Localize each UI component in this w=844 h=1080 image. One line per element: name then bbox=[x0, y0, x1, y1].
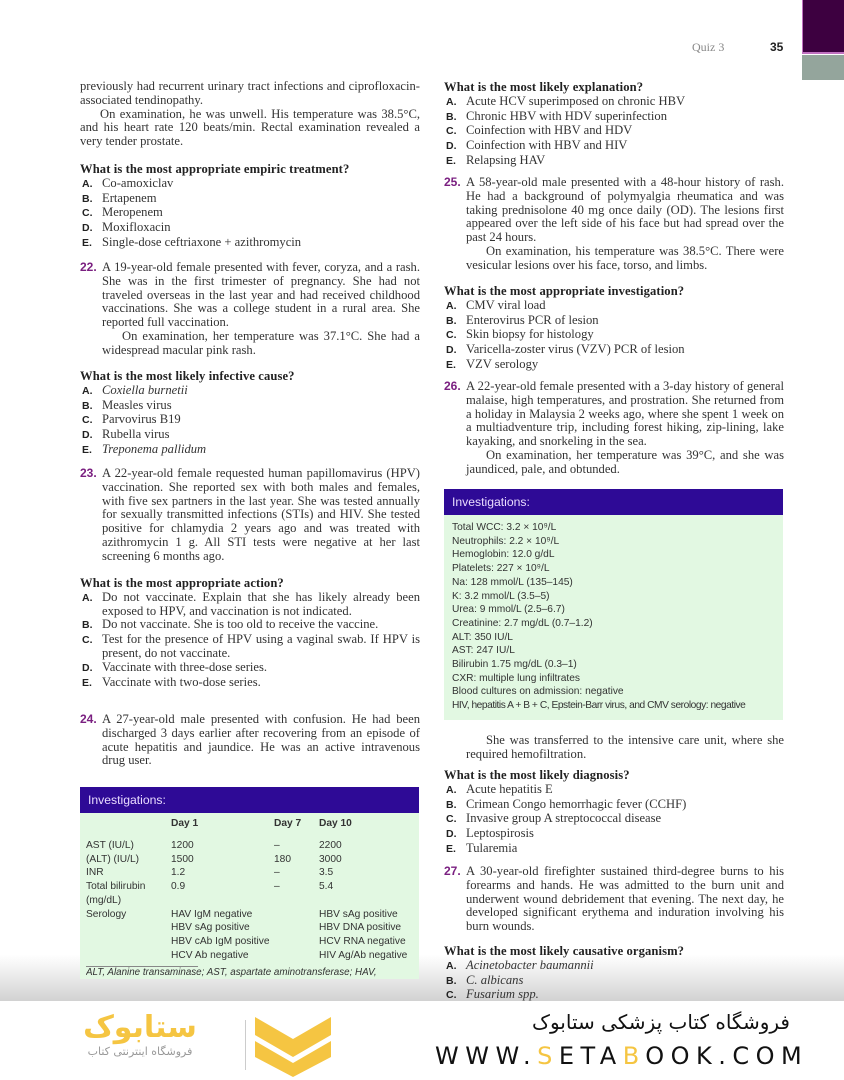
option-letter: A. bbox=[82, 591, 93, 604]
cell: 1200 bbox=[171, 840, 194, 851]
option-letter: E. bbox=[446, 842, 456, 855]
cell: 3.5 bbox=[319, 867, 334, 879]
question-text: What is the most likely diagnosis? bbox=[444, 768, 630, 782]
question-26-continued bbox=[444, 734, 784, 762]
option-letter: C. bbox=[82, 634, 93, 647]
option-a[interactable] bbox=[80, 384, 420, 399]
url-part: ETA bbox=[558, 1042, 623, 1070]
investigation-line: Bilirubin 1.75 mg/dL (0.3–1) bbox=[452, 659, 577, 671]
option-letter: E. bbox=[82, 443, 92, 456]
question-27 bbox=[444, 865, 784, 934]
option-d[interactable] bbox=[80, 221, 420, 236]
option-text: Relapsing HAV bbox=[466, 152, 546, 167]
option-letter: A. bbox=[82, 384, 93, 397]
option-letter: B. bbox=[446, 314, 457, 327]
option-text: Meropenem bbox=[102, 205, 163, 220]
table-row bbox=[86, 866, 416, 880]
option-a[interactable] bbox=[444, 95, 784, 110]
table-footnote: ALT, Alanine transaminase; AST, aspartate aminotransferase; HAV, bbox=[86, 967, 377, 979]
option-c[interactable] bbox=[80, 413, 420, 428]
option-text: Crimean Congo hemorrhagic fever (CCHF) bbox=[466, 796, 687, 811]
url-part: WWW. bbox=[435, 1042, 538, 1070]
option-text: Vaccinate with three-dose series. bbox=[102, 659, 268, 674]
paragraph: She was transferred to the intensive care unit, where she required hemofiltration. bbox=[466, 733, 784, 761]
option-text: VZV serology bbox=[466, 356, 539, 371]
case-21-continued bbox=[80, 80, 420, 149]
option-text: Varicella-zoster virus (VZV) PCR of lesion bbox=[466, 342, 685, 357]
investigation-list bbox=[444, 515, 783, 713]
option-text: Enterovirus PCR of lesion bbox=[466, 312, 599, 327]
question-27-options bbox=[444, 945, 784, 1003]
question-23-options bbox=[80, 577, 420, 690]
paragraph: On examination, her temperature was 39°C, and she was jaundiced, pale, and obtunded. bbox=[466, 447, 784, 476]
cell: – bbox=[274, 840, 280, 851]
question-26-options bbox=[444, 769, 784, 857]
running-header-section: Quiz 3 bbox=[692, 40, 725, 54]
option-b[interactable] bbox=[444, 798, 784, 813]
option-c[interactable] bbox=[444, 988, 784, 1003]
option-e[interactable] bbox=[80, 676, 420, 691]
option-letter: E. bbox=[82, 236, 92, 249]
question-25-options bbox=[444, 285, 784, 373]
option-letter: C. bbox=[82, 414, 93, 427]
column-header: Day 10 bbox=[319, 818, 352, 829]
cell: 3000 bbox=[319, 853, 342, 865]
option-c[interactable] bbox=[444, 124, 784, 139]
option-letter: A. bbox=[446, 299, 457, 312]
paragraph: A 58-year-old male presented with a 48-hour history of rash. He had a background of polymyalgia rheumatica and was taking prednisolone 40 mg once daily (OD). The lesions first appeared over the left side of his face but had spread over the past 24 hours. bbox=[466, 175, 784, 245]
option-letter: A. bbox=[446, 783, 457, 796]
url-part: B bbox=[622, 1042, 646, 1070]
option-e[interactable] bbox=[444, 358, 784, 373]
option-text: Do not vaccinate. She is too old to receive the vaccine. bbox=[102, 617, 379, 632]
investigation-line: Urea: 9 mmol/L (2.5–6.7) bbox=[452, 604, 565, 616]
table-row bbox=[86, 853, 416, 867]
option-letter: C. bbox=[446, 329, 457, 342]
option-a[interactable] bbox=[80, 591, 420, 619]
option-text: Coinfection with HBV and HIV bbox=[466, 138, 628, 153]
option-e[interactable] bbox=[444, 842, 784, 857]
option-letter: B. bbox=[446, 110, 457, 123]
option-d[interactable] bbox=[444, 827, 784, 842]
option-letter: D. bbox=[82, 429, 93, 442]
option-letter: A. bbox=[82, 177, 93, 190]
cell: Serology bbox=[86, 908, 127, 920]
option-c[interactable] bbox=[444, 328, 784, 343]
option-b[interactable] bbox=[444, 314, 784, 329]
paragraph: previously had recurrent urinary tract infections and ciprofloxacin-associated tendinopathy. bbox=[80, 79, 420, 107]
option-c[interactable] bbox=[80, 633, 420, 661]
option-text: Rubella virus bbox=[102, 427, 170, 442]
paragraph: A 22-year-old female requested human papillomavirus (HPV) vaccination. She reported sex with both males and females, with five sex partners in the last year. She was tested annually for sexually transmitted infections (STIs) and HIV. She tested positive for chlamydia 2 years ago and was treated with azithromycin 1 g. All STI tests were negative at her last screening 6 months ago. bbox=[102, 466, 420, 563]
cell: 2200 bbox=[319, 840, 342, 851]
option-a[interactable] bbox=[444, 783, 784, 798]
option-d[interactable] bbox=[80, 661, 420, 676]
option-a[interactable] bbox=[444, 299, 784, 314]
investigation-line: Na: 128 mmol/L (135–145) bbox=[452, 576, 573, 588]
option-b[interactable] bbox=[444, 974, 784, 989]
question-25 bbox=[444, 176, 784, 273]
setabook-logo bbox=[70, 1010, 210, 1075]
question-21-options bbox=[80, 163, 420, 251]
option-b[interactable] bbox=[80, 399, 420, 414]
url-part: OOK.COM bbox=[645, 1042, 809, 1070]
table-row bbox=[86, 908, 416, 963]
box-title: Investigations: bbox=[80, 787, 419, 813]
option-letter: C. bbox=[82, 207, 93, 220]
paragraph: On examination, her temperature was 37.1°C. She had a widespread macular pink rash. bbox=[102, 328, 420, 357]
option-e[interactable] bbox=[80, 443, 420, 458]
option-letter: E. bbox=[446, 358, 456, 371]
investigations-box-q26 bbox=[444, 489, 783, 720]
option-e[interactable] bbox=[80, 236, 420, 251]
investigation-line: ALT: 350 IU/L bbox=[452, 631, 513, 643]
option-text: Test for the presence of HPV using a vaginal swab. If HPV is present, do not vaccinate. bbox=[102, 632, 420, 660]
cell: 180 bbox=[274, 853, 291, 865]
option-text: Leptospirosis bbox=[466, 826, 534, 841]
investigations-box-q24 bbox=[80, 787, 419, 979]
investigation-line: AST: 247 IU/L bbox=[452, 645, 515, 657]
cell: AST (IU/L) bbox=[86, 840, 134, 851]
option-d[interactable] bbox=[80, 428, 420, 443]
option-letter: B. bbox=[82, 619, 93, 632]
option-letter: D. bbox=[82, 222, 93, 235]
option-b[interactable] bbox=[80, 192, 420, 207]
investigation-line: Creatinine: 2.7 mg/dL (0.7–1.2) bbox=[452, 617, 593, 629]
investigation-line: Total WCC: 3.2 × 10⁹/L bbox=[452, 522, 557, 533]
option-text: Chronic HBV with HDV superinfection bbox=[466, 108, 668, 123]
paragraph: On examination, his temperature was 38.5°C. There were vesicular lesions over his face, torso, and limbs. bbox=[466, 243, 784, 272]
question-23 bbox=[80, 467, 420, 564]
option-letter: B. bbox=[446, 798, 457, 811]
cell bbox=[274, 908, 319, 963]
cell: – bbox=[274, 881, 280, 893]
option-text: Coxiella burnetii bbox=[102, 382, 188, 397]
investigation-line: CXR: multiple lung infiltrates bbox=[452, 672, 580, 684]
option-text: Measles virus bbox=[102, 397, 172, 412]
option-text: Coinfection with HBV and HDV bbox=[466, 123, 633, 138]
cell: Total bilirubin (mg/dL) bbox=[86, 881, 146, 906]
option-letter: D. bbox=[82, 661, 93, 674]
question-text: What is the most appropriate investigation? bbox=[444, 284, 685, 298]
option-text: Do not vaccinate. Explain that she has likely already been exposed to HPV, and vaccination is not indicated. bbox=[102, 589, 420, 618]
option-d[interactable] bbox=[444, 343, 784, 358]
option-text: Acute hepatitis E bbox=[466, 781, 553, 796]
cell: 1500 bbox=[171, 853, 194, 865]
table-row bbox=[86, 839, 416, 853]
option-a[interactable] bbox=[444, 959, 784, 974]
chapter-tab-secondary bbox=[802, 55, 844, 80]
question-text: What is the most likely infective cause? bbox=[80, 369, 295, 383]
option-text: Parvovirus B19 bbox=[102, 412, 181, 427]
option-text: Tularemia bbox=[466, 840, 518, 855]
option-text: CMV viral load bbox=[466, 297, 546, 312]
option-text: Ertapenem bbox=[102, 190, 157, 205]
option-text: Skin biopsy for histology bbox=[466, 327, 594, 342]
logo-divider bbox=[245, 1020, 246, 1070]
option-letter: B. bbox=[446, 974, 457, 987]
column-header bbox=[86, 817, 171, 839]
option-text: Single-dose ceftriaxone + azithromycin bbox=[102, 234, 302, 249]
option-a[interactable] bbox=[80, 177, 420, 192]
paragraph: A 22-year-old female presented with a 3-day history of general malaise, high temperatures, and prostration. She returned from a holiday in Malaysia 2 weeks ago, where she spent 1 week on a multiadventure trip, including forest hiking, zip-lining, lake kayaking, and snorkeling in the sea. bbox=[466, 379, 784, 449]
question-22 bbox=[80, 261, 420, 358]
watermark-banner bbox=[0, 1002, 844, 1080]
investigations-table bbox=[86, 817, 416, 962]
cell: HBV sAg positive HBV DNA positive HCV RNA negative HIV Ag/Ab negative bbox=[319, 908, 408, 961]
question-number: 24. bbox=[80, 712, 97, 726]
chapter-tab bbox=[802, 0, 844, 54]
logo-text: ستابوک bbox=[83, 1010, 197, 1045]
option-letter: D. bbox=[446, 344, 457, 357]
question-number: 25. bbox=[444, 175, 461, 189]
investigation-line: Blood cultures on admission: negative bbox=[452, 686, 624, 698]
investigation-line: K: 3.2 mmol/L (3.5–5) bbox=[452, 590, 550, 602]
cell: INR bbox=[86, 867, 104, 879]
option-text: Moxifloxacin bbox=[102, 220, 171, 235]
investigation-line: Hemoglobin: 12.0 g/dL bbox=[452, 549, 555, 561]
cell: (ALT) (IU/L) bbox=[86, 853, 140, 865]
paragraph: A 19-year-old female presented with fever, coryza, and a rash. She was in the first trimester of pregnancy. She had not traveled overseas in the last year and had received childhood vaccinations. She was a college student in a rural area. She reported full vaccination. bbox=[102, 260, 420, 330]
question-22-options bbox=[80, 370, 420, 458]
option-letter: C. bbox=[446, 125, 457, 138]
option-text: Invasive group A streptococcal disease bbox=[466, 811, 662, 826]
table-header-row bbox=[86, 817, 416, 839]
cell: 5.4 bbox=[319, 881, 334, 893]
column-header: Day 1 bbox=[171, 818, 199, 829]
option-letter: B. bbox=[82, 399, 93, 412]
option-text: Co-amoxiclav bbox=[102, 175, 174, 190]
store-url bbox=[435, 1042, 808, 1070]
investigation-line: Neutrophils: 2.2 × 10⁹/L bbox=[452, 535, 560, 547]
option-letter: E. bbox=[82, 676, 92, 689]
logo-subtitle: فروشگاه اینترنتی کتاب bbox=[87, 1045, 193, 1058]
question-text: What is the most appropriate empiric treatment? bbox=[80, 162, 350, 176]
option-letter: C. bbox=[446, 989, 457, 1002]
option-letter: A. bbox=[446, 959, 457, 972]
column-header: Day 7 bbox=[274, 818, 302, 829]
paragraph: A 30-year-old firefighter sustained third-degree burns to his forearms and hands. He was admitted to the burn unit and underwent wound debridement that evening. The next day, he developed significant erythema and induration involving his burn wounds. bbox=[466, 864, 784, 934]
option-letter: B. bbox=[82, 192, 93, 205]
option-letter: D. bbox=[446, 140, 457, 153]
question-24-options bbox=[444, 81, 784, 169]
page-number: 35 bbox=[770, 40, 784, 54]
question-text: What is the most appropriate action? bbox=[80, 576, 284, 590]
url-part: S bbox=[537, 1042, 559, 1070]
option-e[interactable] bbox=[444, 154, 784, 169]
option-b[interactable] bbox=[444, 110, 784, 125]
option-c[interactable] bbox=[444, 812, 784, 827]
question-26 bbox=[444, 380, 784, 477]
option-c[interactable] bbox=[80, 206, 420, 221]
option-letter: E. bbox=[446, 154, 456, 167]
option-text: Acinetobacter baumannii bbox=[466, 957, 594, 972]
option-b[interactable] bbox=[80, 618, 420, 633]
cell: HAV IgM negative HBV sAg positive HBV cAb IgM positive HCV Ab negative bbox=[171, 908, 270, 961]
question-text: What is the most likely causative organism? bbox=[444, 944, 685, 958]
paragraph: A 27-year-old male presented with confusion. He had been discharged 3 days earlier after recovering from an episode of acute hepatitis and jaundice. He was an active intravenous drug user. bbox=[102, 712, 420, 768]
question-text: What is the most likely explanation? bbox=[444, 80, 644, 94]
option-text: Vaccinate with two-dose series. bbox=[102, 674, 261, 689]
option-text: Acute HCV superimposed on chronic HBV bbox=[466, 93, 686, 108]
question-number: 23. bbox=[80, 466, 97, 480]
option-text: C. albicans bbox=[466, 972, 524, 987]
option-letter: D. bbox=[446, 828, 457, 841]
option-letter: A. bbox=[446, 95, 457, 108]
chevron-logo-icon bbox=[255, 1017, 331, 1077]
cell: 0.9 bbox=[171, 881, 186, 893]
option-text: Treponema pallidum bbox=[102, 441, 207, 456]
cell: – bbox=[274, 867, 280, 879]
question-24 bbox=[80, 713, 420, 768]
store-title: فروشگاه کتاب پزشکی ستابوک bbox=[532, 1010, 790, 1034]
option-d[interactable] bbox=[444, 139, 784, 154]
investigation-line: Platelets: 227 × 10⁹/L bbox=[452, 563, 550, 575]
paragraph: On examination, he was unwell. His temperature was 38.5°C, and his heart rate 120 beats/min. Rectal examination revealed a very tender prostate. bbox=[80, 106, 420, 149]
cell: 1.2 bbox=[171, 867, 186, 879]
table-row bbox=[86, 880, 416, 907]
question-number: 27. bbox=[444, 864, 461, 878]
question-number: 22. bbox=[80, 260, 97, 274]
box-title: Investigations: bbox=[444, 489, 783, 515]
question-number: 26. bbox=[444, 379, 461, 393]
investigation-line: HIV, hepatitis A + B + C, Epstein-Barr virus, and CMV serology: negative bbox=[452, 700, 746, 712]
option-text: Fusarium spp. bbox=[466, 987, 539, 1002]
option-letter: C. bbox=[446, 813, 457, 826]
